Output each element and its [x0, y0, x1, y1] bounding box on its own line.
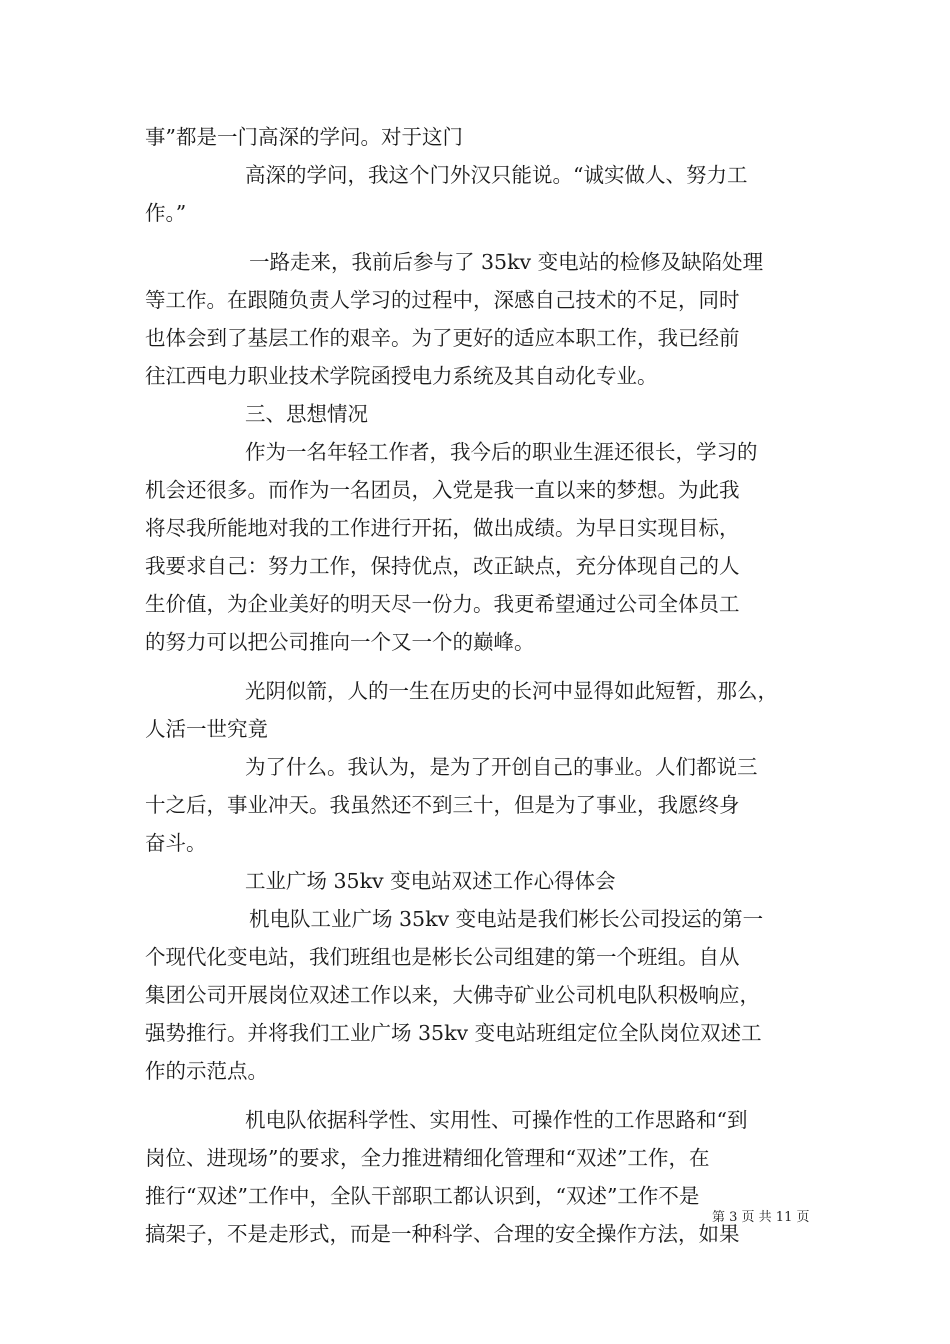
- text-line: 作的示范点。: [145, 1059, 268, 1083]
- text-line: 强势推行。并将我们工业广场 35kv 变电站班组定位全队岗位双述工: [145, 1021, 762, 1045]
- text-line: 我要求自己：努力工作，保持优点，改正缺点，充分体现自己的人: [145, 554, 740, 578]
- text-line: 将尽我所能地对我的工作进行开拓，做出成绩。为早日实现目标，: [145, 516, 740, 540]
- text-line: 高深的学问，我这个门外汉只能说。“诚实做人、努力工: [245, 163, 748, 187]
- text-line: 搞架子，不是走形式，而是一种科学、合理的安全操作方法，如果: [145, 1222, 740, 1246]
- text-line: 十之后，事业冲天。我虽然还不到三十，但是为了事业，我愿终身: [145, 793, 740, 817]
- text-line: 推行“双述”工作中，全队干部职工都认识到，“双述”工作不是: [145, 1184, 700, 1208]
- text-line: 机会还很多。而作为一名团员，入党是我一直以来的梦想。为此我: [145, 478, 740, 502]
- body-text: [145, 118, 815, 1253]
- text-line: 等工作。在跟随负责人学习的过程中，深感自己技术的不足，同时: [145, 288, 740, 312]
- text-line: 作为一名年轻工作者，我今后的职业生涯还很长，学习的: [245, 440, 758, 464]
- text-line: 奋斗。: [145, 831, 207, 855]
- section-title: 工业广场 35kv 变电站双述工作心得体会: [245, 869, 616, 893]
- text-line: 人活一世究竟: [145, 717, 268, 741]
- text-line: 机电队依据科学性、实用性、可操作性的工作思路和“到: [245, 1108, 748, 1132]
- text-line: 机电队工业广场 35kv 变电站是我们彬长公司投运的第一: [249, 907, 764, 931]
- text-line: 岗位、进现场”的要求，全力推进精细化管理和“双述”工作，在: [145, 1146, 710, 1170]
- text-line: 生价值，为企业美好的明天尽一份力。我更希望通过公司全体员工: [145, 592, 740, 616]
- text-line: 为了什么。我认为，是为了开创自己的事业。人们都说三: [245, 755, 758, 779]
- text-line: 事”都是一门高深的学问。对于这门: [145, 125, 463, 149]
- text-line: 一路走来，我前后参与了 35kv 变电站的检修及缺陷处理: [249, 250, 764, 274]
- text-line: 作。”: [145, 201, 187, 225]
- section-heading: 三、思想情况: [245, 402, 368, 426]
- text-line: 也体会到了基层工作的艰辛。为了更好的适应本职工作，我已经前: [145, 326, 740, 350]
- text-line: 光阴似箭，人的一生在历史的长河中显得如此短暂，那么，: [245, 679, 778, 703]
- text-line: 往江西电力职业技术学院函授电力系统及其自动化专业。: [145, 364, 658, 388]
- text-line: 的努力可以把公司推向一个又一个的巅峰。: [145, 630, 535, 654]
- text-line: 集团公司开展岗位双述工作以来，大佛寺矿业公司机电队积极响应，: [145, 983, 760, 1007]
- text-line: 个现代化变电站，我们班组也是彬长公司组建的第一个班组。自从: [145, 945, 740, 969]
- page-number: 第 3 页 共 11 页: [712, 1210, 810, 1225]
